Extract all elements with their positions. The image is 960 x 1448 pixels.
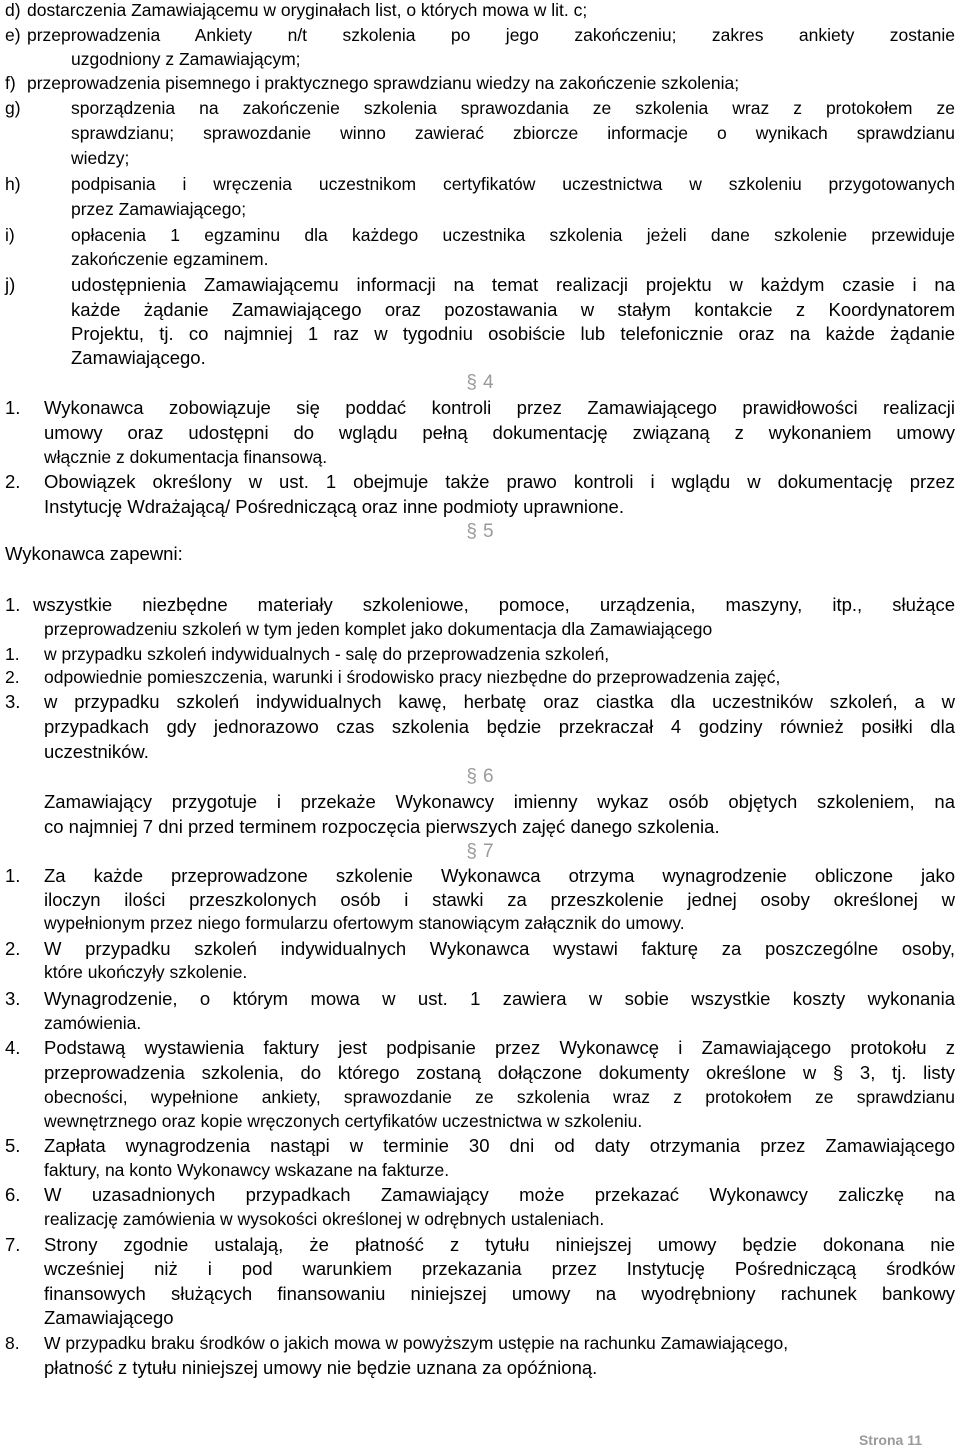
document-page: d) dostarczenia Zamawiającemu w oryginałach list, o których mowa w lit. c; e) przeprowadzenia Ankiety n/t szkolenia po jego zakończeniu; zakres ankiety zostanie uzgodniony z Zamawiającym; f) przeprowadzenia pisemnego i praktycznego sprawdzianu wiedzy na zakończenie szkolenia; g) sporządzenia na zakończenie szkolenia sprawozdania ze szkolenia wraz z protokołem ze sprawdzianu; sprawozdanie winno zawierać zbiorcze informacje o wynikach sprawdzianu wiedzy; h) podpisania i wręczenia uczestnikom certyfikatów uczestnictwa w szkoleniu przygotowanych przez Zamawiającego; i) opłacenia 1 egzaminu dla każdego uczestnika szkolenia jeżeli dane szkolenie przewiduje zakończenie egzaminem. j) udostępnienia Zamawiającemu informacji na temat realizacji projektu w każdym czasie i na każde żądanie Zamawiającego oraz pozostawania w stałym kontakcie z Koordynatorem Projektu, tj. co najmniej 1 raz w tygodniu osobiście lub telefonicznie oraz na każde żądanie Zamawiającego. § 4 1. Wykonawca zobowiązuje się poddać kontroli przez Zamawiającego prawidłowości realizacji umowy oraz udostępni do wglądu pełną dokumentację związaną z wykonaniem umowy włącznie z dokumentacja finansową. 2. Obowiązek określony w ust. 1 obejmuje także prawo kontroli i wglądu w dokumentację przez Instytucję Wdrażającą/ Pośredniczącą oraz inne podmioty uprawnione. § 5 Wykonawca zapewni: 1. wszystkie niezbędne materiały szkoleniowe, pomoce, urządzenia, maszyny, itp., służące przeprowadzeniu szkoleń w tym jeden komplet jako dokumentacja dla Zamawiającego 1. w przypadku szkoleń indywidualnych - salę do przeprowadzenia szkoleń, 2. odpowiednie pomieszczenia, warunki i środowisko pracy niezbędne do przeprowadzenia zajęć, 3. w przypadku szkoleń indywidualnych kawę, herbatę oraz ciastka dla uczestników szkoleń, a w przypadkach gdy jednorazowo czas szkolenia będzie przekraczał 4 godziny również posiłki dla uczestników. § 6 Zamawiający przygotuje i przekaże Wykonawcy imienny wykaz osób objętych szkoleniem, na co najmniej 7 dni przed terminem rozpoczęcia pierwszych zajęć danego szkolenia. § 7 1. Za każde przeprowadzone szkolenie Wykonawca otrzyma wynagrodzenie obliczone jako iloczyn ilości przeszkolonych osób i stawki za przeszkolenie jednej osoby określonej w wypełnionym przez niego formularzu ofertowym stanowiącym załącznik do umowy. 2. W przypadku szkoleń indywidualnych Wykonawca wystawi fakturę za poszczególne osoby, które ukończyły szkolenie. 3. Wynagrodzenie, o którym mowa w ust. 1 zawiera w sobie wszystkie koszty wykonania zamówienia. 4. Podstawą wystawienia faktury jest podpisanie przez Wykonawcę i Zamawiającego protokołu z przeprowadzenia szkolenia, do którego zostaną dołączone dokumenty określone w § 3, tj. listy obecności, wypełnione ankiety, sprawozdanie ze szkolenia wraz z protokołem ze sprawdzianu wewnętrznego oraz kopie wręczonych certyfikatów uczestnictwa w szkoleniu. 5. Zapłata wynagrodzenia nastąpi w terminie 30 dni od daty otrzymania przez Zamawiającego faktury, na konto Wykonawcy wskazane na fakturze. 6. W uzasadnionych przypadkach Zamawiający może przekazać Wykonawcy zaliczkę na realizację zamówienia w wysokości określonej w odrębnych ustaleniach. 7. Strony zgodnie ustalają, że płatność z tytułu niniejszej umowy będzie dokonana nie wcześniej niż i pod warunkiem przekazania przez Instytucję Pośredniczącą środków finansowych służących finansowaniu niniejszej umowy na wyodrębniony rachunek bankowy Zamawiającego 8. W przypadku braku środków o jakich mowa w powyższym ustępie na rachunku Zamawiającego, płatność z tytułu niniejszej umowy nie będzie uznana za opóźnioną. Strona 11 <box>0 0 960 1448</box>
section-6-heading: § 6 <box>466 766 494 787</box>
section-4-heading: § 4 <box>466 372 494 393</box>
section-7-heading: § 7 <box>466 841 494 862</box>
page-number: Strona 11 <box>858 1432 922 1448</box>
section-5-heading: § 5 <box>466 521 494 542</box>
